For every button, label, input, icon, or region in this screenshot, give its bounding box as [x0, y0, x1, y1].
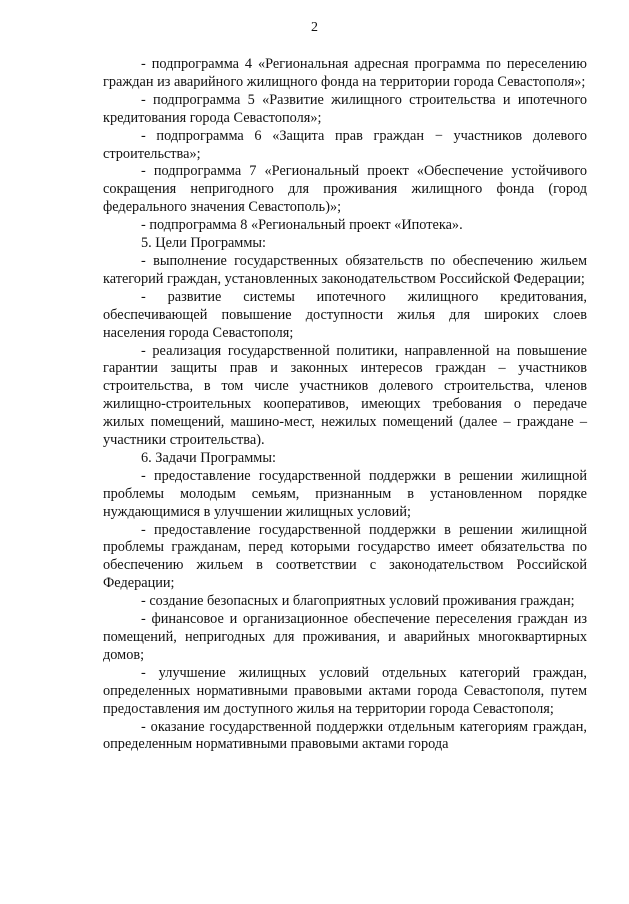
- paragraph-task-1: - предоставление государственной поддержки в решении жилищной проблемы молодым семьям, признанным в установленном порядке нуждающимися в улучшении жилищных условий;: [103, 467, 587, 520]
- paragraph-goal-1: - выполнение государственных обязательств по обеспечению жильем категорий граждан, установленных законодательством Российской Федерации;: [103, 252, 587, 287]
- paragraph-subprogram-6: - подпрограмма 6 «Защита прав граждан − участников долевого строительства»;: [103, 127, 587, 162]
- section-heading-tasks: 6. Задачи Программы:: [141, 449, 276, 466]
- paragraph-task-4: - финансовое и организационное обеспечение переселения граждан из помещений, непригодных для проживания, и аварийных многоквартирных домов;: [103, 611, 587, 663]
- paragraph-subprogram-5: - подпрограмма 5 «Развитие жилищного строительства и ипотечного кредитования города Севастополя»;: [103, 91, 587, 126]
- page-number: 2: [311, 20, 318, 35]
- section-heading-goals: 5. Цели Программы:: [141, 235, 266, 252]
- paragraph-task-6: - оказание государственной поддержки отдельным категориям граждан, определенным нормативными правовыми актами города: [103, 718, 587, 753]
- document-body: [103, 56, 587, 754]
- paragraph-goal-3: - реализация государственной политики, направленной на повышение гарантии защиты прав и законных интересов граждан – участников строительства, в том числе участников долевого строительства, членов жилищно-строительных кооперативов, имеющих требования о передаче жилых помещений, машино-мест, нежилых помещений (далее – граждане – участники строительства).: [103, 342, 587, 449]
- paragraph-goal-2: - развитие системы ипотечного жилищного кредитования, обеспечивающей повышение доступности жилья для широких слоев населения города Севастополя;: [103, 288, 587, 341]
- paragraph-subprogram-7: - подпрограмма 7 «Региональный проект «Обеспечение устойчивого сокращения непригодного для проживания жилищного фонда (город федерального значения Севастополь)»;: [103, 163, 587, 216]
- paragraph-subprogram-4: - подпрограмма 4 «Региональная адресная программа по переселению граждан из аварийного жилищного фонда на территории города Севастополя»;: [103, 56, 587, 90]
- paragraph-task-5: - улучшение жилищных условий отдельных категорий граждан, определенных нормативными правовыми актами города Севастополя, путем предоставления им доступного жилья на территории города Севастополя;: [103, 664, 587, 717]
- paragraph-subprogram-8: - подпрограмма 8 «Региональный проект «Ипотека».: [141, 217, 463, 234]
- paragraph-task-3: - создание безопасных и благоприятных условий проживания граждан;: [141, 593, 575, 610]
- paragraph-task-2: - предоставление государственной поддержки в решении жилищной проблемы гражданам, перед которыми государство имеет обязательства по обеспечению жильем в соответствии с законодательством Российской Федерации;: [103, 521, 587, 592]
